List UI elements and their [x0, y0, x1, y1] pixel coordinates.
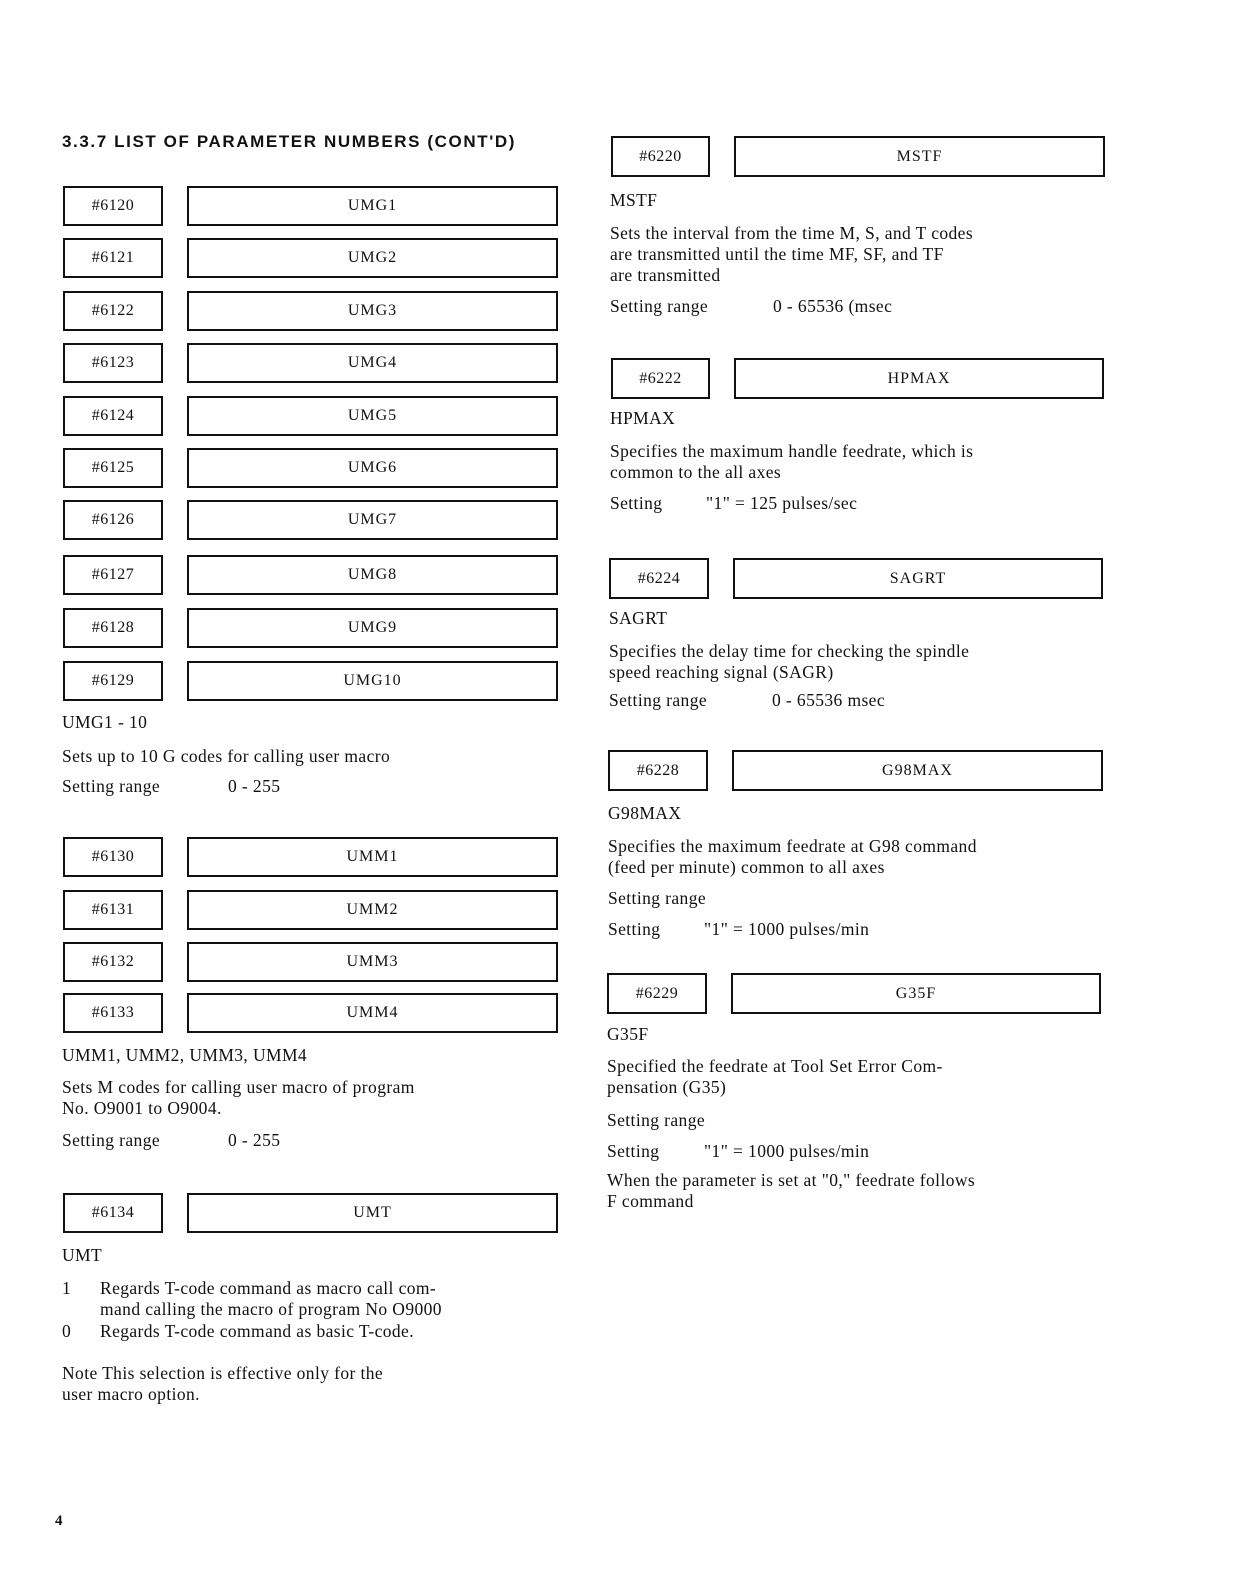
param-number-box: #6126 — [63, 500, 163, 540]
g35f-setting-label: Setting — [607, 1141, 660, 1161]
param-name-box: UMG2 — [187, 238, 558, 278]
g98max-description-line2: (feed per minute) common to all axes — [608, 857, 885, 877]
param-name-box: UMG7 — [187, 500, 558, 540]
param-name-box: UMG4 — [187, 343, 558, 383]
umt-option-text-line1: Regards T-code command as macro call com- — [100, 1278, 437, 1298]
umm-title: UMM1, UMM2, UMM3, UMM4 — [62, 1045, 308, 1065]
param-name-box: UMM4 — [187, 993, 558, 1033]
g35f-description-line2: pensation (G35) — [607, 1077, 727, 1097]
mstf-range-label: Setting range — [610, 296, 709, 316]
umg-range-label: Setting range — [62, 776, 161, 796]
mstf-description-line1: Sets the interval from the time M, S, and T codes — [610, 223, 974, 243]
g35f-note-line1: When the parameter is set at "0," feedrate follows — [607, 1170, 976, 1190]
param-number-box: #6228 — [608, 750, 708, 791]
param-number-box: #6128 — [63, 608, 163, 648]
g98max-range-label: Setting range — [608, 888, 707, 908]
param-name-box: UMG8 — [187, 555, 558, 595]
param-number-box: #6132 — [63, 942, 163, 982]
sagrt-range-label: Setting range — [609, 690, 708, 710]
hpmax-description-line2: common to the all axes — [610, 462, 782, 482]
umt-option-text-line1: Regards T-code command as basic T-code. — [100, 1321, 414, 1341]
page-number: 4 — [55, 1513, 63, 1529]
umm-range-value: 0 - 255 — [228, 1130, 281, 1150]
umt-option-text-line2: mand calling the macro of program No O9000 — [100, 1299, 442, 1319]
param-name-box: UMM3 — [187, 942, 558, 982]
section-heading: 3.3.7 LIST OF PARAMETER NUMBERS (CONT'D) — [62, 132, 517, 151]
param-number-box: #6124 — [63, 396, 163, 436]
sagrt-range-value: 0 - 65536 msec — [772, 690, 886, 710]
g35f-setting-value: "1" = 1000 pulses/min — [704, 1141, 870, 1161]
param-number-box: #6134 — [63, 1193, 163, 1233]
param-name-box: UMM2 — [187, 890, 558, 930]
param-name-box: UMG9 — [187, 608, 558, 648]
param-name-box: UMG5 — [187, 396, 558, 436]
umt-note-line2: user macro option. — [62, 1384, 200, 1404]
param-number-box: #6130 — [63, 837, 163, 877]
hpmax-title: HPMAX — [610, 408, 676, 428]
param-name-box: UMT — [187, 1193, 558, 1233]
sagrt-description-line2: speed reaching signal (SAGR) — [609, 662, 834, 682]
param-number-box: #6120 — [63, 186, 163, 226]
param-name-box: G35F — [731, 973, 1101, 1014]
mstf-range-value: 0 - 65536 (msec — [773, 296, 893, 316]
param-number-box: #6131 — [63, 890, 163, 930]
sagrt-description-line1: Specifies the delay time for checking the spindle — [609, 641, 970, 661]
g98max-description-line1: Specifies the maximum feedrate at G98 command — [608, 836, 977, 856]
umt-title: UMT — [62, 1245, 103, 1265]
g98max-setting-label: Setting — [608, 919, 661, 939]
mstf-description-line3: are transmitted — [610, 265, 721, 285]
mstf-title: MSTF — [610, 190, 658, 210]
param-name-box: UMM1 — [187, 837, 558, 877]
umm-range-label: Setting range — [62, 1130, 161, 1150]
param-number-box: #6122 — [63, 291, 163, 331]
sagrt-title: SAGRT — [609, 608, 668, 628]
param-number-box: #6127 — [63, 555, 163, 595]
umg-range-value: 0 - 255 — [228, 776, 281, 796]
umm-description-line2: No. O9001 to O9004. — [62, 1098, 222, 1118]
g35f-title: G35F — [607, 1024, 649, 1044]
hpmax-description-line1: Specifies the maximum handle feedrate, which is — [610, 441, 974, 461]
param-name-box: UMG1 — [187, 186, 558, 226]
g98max-title: G98MAX — [608, 803, 682, 823]
param-number-box: #6229 — [607, 973, 707, 1014]
g98max-setting-value: "1" = 1000 pulses/min — [704, 919, 870, 939]
param-number-box: #6123 — [63, 343, 163, 383]
param-name-box: UMG6 — [187, 448, 558, 488]
g35f-description-line1: Specified the feedrate at Tool Set Error Com- — [607, 1056, 943, 1076]
param-number-box: #6133 — [63, 993, 163, 1033]
param-number-box: #6121 — [63, 238, 163, 278]
param-name-box: MSTF — [734, 136, 1105, 177]
g35f-note-line2: F command — [607, 1191, 694, 1211]
umt-option-key: 1 — [62, 1278, 72, 1298]
hpmax-setting-label: Setting — [610, 493, 663, 513]
param-number-box: #6220 — [611, 136, 710, 177]
umg-description: Sets up to 10 G codes for calling user macro — [62, 746, 391, 766]
param-name-box: G98MAX — [732, 750, 1103, 791]
param-number-box: #6222 — [611, 358, 710, 399]
param-name-box: HPMAX — [734, 358, 1104, 399]
param-number-box: #6125 — [63, 448, 163, 488]
param-name-box: SAGRT — [733, 558, 1103, 599]
umt-option-key: 0 — [62, 1321, 72, 1341]
umm-description-line1: Sets M codes for calling user macro of program — [62, 1077, 415, 1097]
umg-title: UMG1 - 10 — [62, 712, 148, 732]
umt-note-line1: Note This selection is effective only for the — [62, 1363, 384, 1383]
hpmax-setting-value: "1" = 125 pulses/sec — [706, 493, 858, 513]
mstf-description-line2: are transmitted until the time MF, SF, and TF — [610, 244, 944, 264]
param-number-box: #6224 — [609, 558, 709, 599]
param-number-box: #6129 — [63, 661, 163, 701]
g35f-range-label: Setting range — [607, 1110, 706, 1130]
param-name-box: UMG3 — [187, 291, 558, 331]
param-name-box: UMG10 — [187, 661, 558, 701]
